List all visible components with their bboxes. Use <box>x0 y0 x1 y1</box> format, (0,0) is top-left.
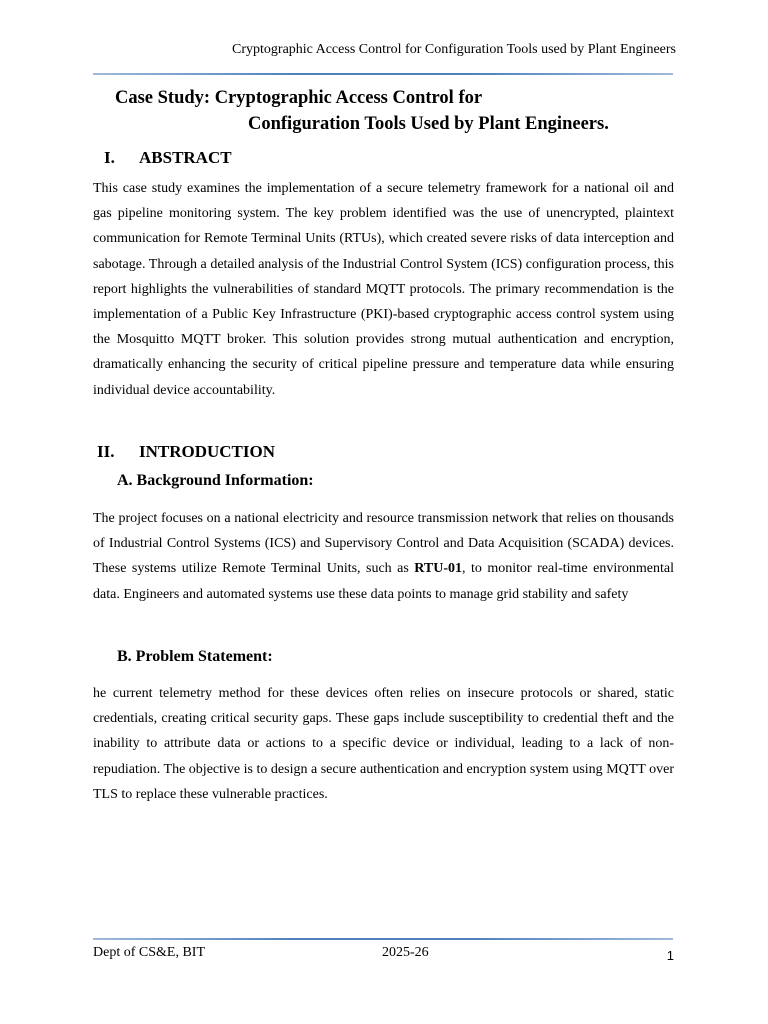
section-title: INTRODUCTION <box>139 442 276 461</box>
section-number: II. <box>97 442 115 461</box>
page-number: 1 <box>666 948 674 963</box>
running-header: Cryptographic Access Control for Configuration Tools used by Plant Engineers <box>232 42 676 57</box>
document-title-line-2: Configuration Tools Used by Plant Engineers. <box>248 114 609 134</box>
document-title-line-1: Case Study: Cryptographic Access Control for <box>115 88 483 108</box>
abstract-paragraph: This case study examines the implementation of a secure telemetry framework for a national oil and gas pipeline monitoring system. The key problem identified was the use of unencrypted, plaintext communication for Remote Terminal Units (RTUs), which created severe risks of data interception and sabotage. Through a detailed analysis of the Industrial Control System (ICS) configuration process, this report highlights the vulnerabilities of standard MQTT protocols. The primary recommendation is the implementation of a Public Key Infrastructure (PKI)-based cryptographic access control system using the Mosquitto MQTT broker. This solution provides strong mutual authentication and encryption, dramatically enhancing the security of critical pipeline pressure and temperature data while ensuring individual device accountability. <box>93 181 674 398</box>
header-rule <box>93 73 673 75</box>
section-number: I. <box>104 148 115 167</box>
section-title: ABSTRACT <box>139 148 232 167</box>
footer-rule <box>93 938 673 940</box>
rtu-identifier: RTU-01 <box>414 561 463 577</box>
footer-year: 2025-26 <box>382 945 429 960</box>
footer-department: Dept of CS&E, BIT <box>93 945 205 960</box>
background-text-start: The project focuses on a national electricity and resource transmission network that relies on thousands of Industrial Control Systems (ICS) and Supervisory Control and Data Acquisition (SCADA) devices. These systems utilize Remote Terminal Units, such as <box>93 511 674 577</box>
subsection-heading-problem: B. Problem Statement: <box>117 648 273 665</box>
background-text-end: , to monitor real-time environmental data. Engineers and automated systems use these data points to manage grid stability and safety <box>93 561 674 602</box>
problem-paragraph: he current telemetry method for these devices often relies on insecure protocols or shared, static credentials, creating critical security gaps. These gaps include susceptibility to credential theft and the inability to attribute data or actions to a specific device or individual, leading to a lack of non-repudiation. The objective is to design a secure authentication and encryption system using MQTT over TLS to replace these vulnerable practices. <box>93 686 674 802</box>
subsection-heading-background: A. Background Information: <box>117 472 314 489</box>
background-paragraph <box>93 506 674 607</box>
